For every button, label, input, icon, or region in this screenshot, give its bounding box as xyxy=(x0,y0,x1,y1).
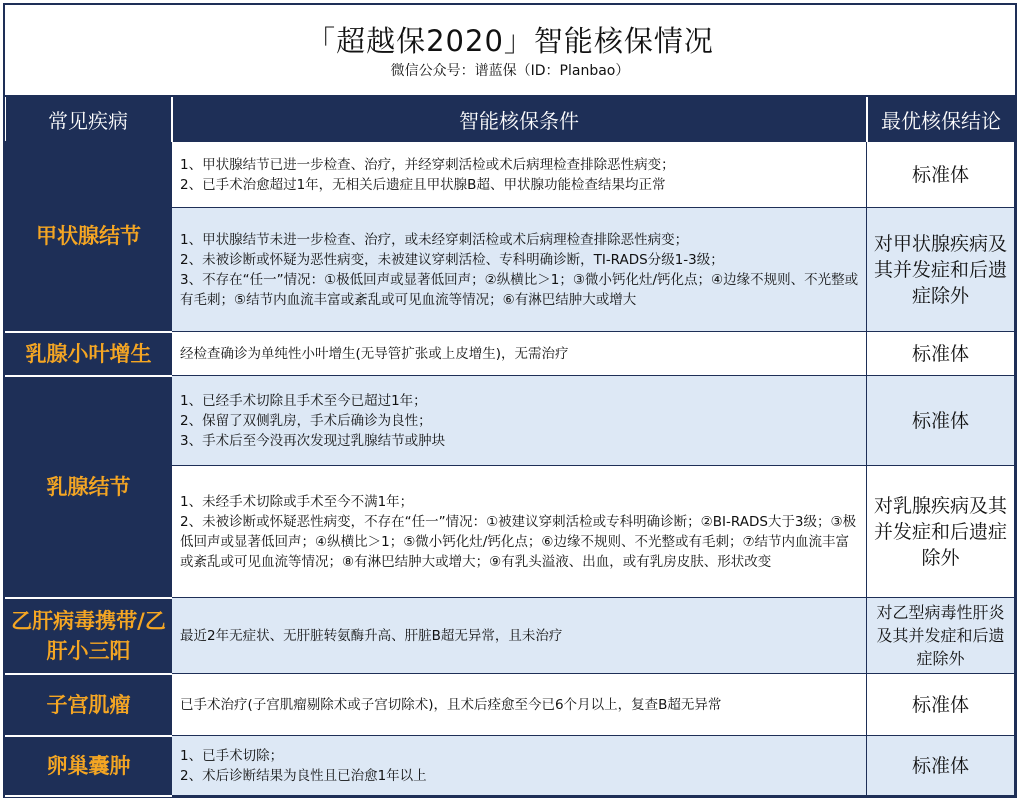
condition-line: 1、未经手术切除或手术至今不满1年； xyxy=(180,493,414,510)
result-cell: 标准体 xyxy=(867,376,1015,466)
condition-line: 2、未被诊断或怀疑为恶性病变，未被建议穿刺活检、专科明确诊断，TI-RADS分级1-3级； xyxy=(180,251,724,268)
condition-line: 2、未被诊断或怀疑恶性病变，不存在“任一”情况：①被建议穿刺活检或专科明确诊断；②BI-RADS大于3级；③极低回声或显著低回声；④纵横比＞1；⑤微小钙化灶/钙化点；⑥边缘不规则、不光整或有毛刺；⑦结节内血流丰富或紊乱或可见血流等情况；⑧有淋巴结肿大或增大；⑨有乳头溢液、出血，或有乳房皮肤、形状改变 xyxy=(180,513,857,570)
condition-line: 3、不存在“任一”情况：①极低回声或显著低回声；②纵横比＞1；③微小钙化灶/钙化点；④边缘不规则、不光整或有毛刺；⑤结节内血流丰富或紊乱或可见血流等情况；⑥有淋巴结肿大或增大 xyxy=(180,271,859,308)
underwriting-sheet xyxy=(3,3,1017,798)
disease-ovarian-cyst: 卵巢囊肿 xyxy=(6,736,172,796)
table-row xyxy=(6,736,1015,796)
result-cell: 对甲状腺疾病及其并发症和后遗症除外 xyxy=(867,208,1015,332)
condition-cell xyxy=(172,208,867,332)
condition-cell xyxy=(172,142,867,208)
condition-cell xyxy=(172,674,867,736)
table-row xyxy=(6,598,1015,674)
table-row xyxy=(6,674,1015,736)
disease-uterine-fibroid: 子宫肌瘤 xyxy=(6,674,172,736)
result-cell: 标准体 xyxy=(867,332,1015,376)
condition-cell xyxy=(172,466,867,598)
condition-line: 经检查确诊为单纯性小叶增生(无导管扩张或上皮增生)，无需治疗 xyxy=(180,345,569,362)
condition-line: 1、已经手术切除且手术至今已超过1年； xyxy=(180,392,427,409)
table-row xyxy=(6,376,1015,466)
result-cell: 标准体 xyxy=(867,142,1015,208)
disease-hepatitis-b-carrier: 乙肝病毒携带/乙肝小三阳 xyxy=(6,598,172,674)
condition-line: 最近2年无症状、无肝脏转氨酶升高、肝脏B超无异常，且未治疗 xyxy=(180,627,563,644)
header-disease: 常见疾病 xyxy=(6,97,172,142)
result-cell: 标准体 xyxy=(867,674,1015,736)
condition-cell xyxy=(172,376,867,466)
condition-line: 2、保留了双侧乳房，手术后确诊为良性； xyxy=(180,412,432,429)
condition-line: 2、术后诊断结果为良性且已治愈1年以上 xyxy=(180,767,427,784)
condition-cell xyxy=(172,332,867,376)
disease-breast-lobular-hyperplasia: 乳腺小叶增生 xyxy=(6,332,172,376)
page-title: 「超越保2020」智能核保情况 xyxy=(306,24,714,58)
disease-thyroid-nodule: 甲状腺结节 xyxy=(6,142,172,332)
underwriting-table xyxy=(5,97,1015,797)
page-subtitle: 微信公众号：谱蓝保（ID：Planbao） xyxy=(390,63,630,79)
result-cell: 标准体 xyxy=(867,736,1015,796)
condition-line: 1、已手术切除； xyxy=(180,747,284,764)
table-row xyxy=(6,142,1015,208)
condition-cell xyxy=(172,736,867,796)
header-conditions: 智能核保条件 xyxy=(172,97,867,142)
condition-line: 已手术治疗(子宫肌瘤剔除术或子宫切除术)，且术后痊愈至今已6个月以上，复查B超无异常 xyxy=(180,696,722,713)
result-cell: 对乙型病毒性肝炎及其并发症和后遗症除外 xyxy=(867,598,1015,674)
title-block xyxy=(5,5,1015,97)
header-result: 最优核保结论 xyxy=(867,97,1015,142)
disease-breast-nodule: 乳腺结节 xyxy=(6,376,172,598)
condition-line: 3、手术后至今没再次发现过乳腺结节或肿块 xyxy=(180,432,446,449)
condition-line: 1、甲状腺结节未进一步检查、治疗，或未经穿刺活检或术后病理检查排除恶性病变； xyxy=(180,231,689,248)
table-row xyxy=(6,332,1015,376)
result-cell: 对乳腺疾病及其并发症和后遗症除外 xyxy=(867,466,1015,598)
condition-line: 1、甲状腺结节已进一步检查、治疗，并经穿刺活检或术后病理检查排除恶性病变； xyxy=(180,156,675,173)
table-header-row xyxy=(6,97,1015,142)
condition-cell xyxy=(172,598,867,674)
condition-line: 2、已手术治愈超过1年，无相关后遗症且甲状腺B超、甲状腺功能检查结果均正常 xyxy=(180,176,666,193)
